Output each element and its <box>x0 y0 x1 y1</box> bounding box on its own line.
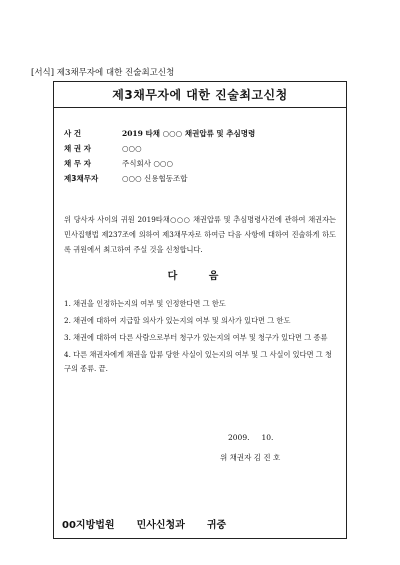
case-value: 2019 타채 ○○○ 채권압류 및 추심명령 <box>122 129 256 138</box>
division-name: 민사신청과 <box>136 520 185 531</box>
item-list <box>64 297 334 379</box>
list-item: 3. 채권에 대하여 다른 사람으로부터 청구가 있는지의 여부 및 청구가 있다면 그 종류 <box>64 333 328 342</box>
case-label: 사 건 <box>64 129 82 138</box>
form-label: [서식] 제3채무자에 대한 진술최고신청 <box>31 68 175 78</box>
list-item: 4. 다른 채권자에게 채권을 압류 당한 사실이 있는지의 여부 및 그 사실이 있다면 그 청구의 종류. 끝. <box>64 350 332 373</box>
case-info-table <box>64 126 344 186</box>
creditor-row <box>64 141 344 156</box>
third-debtor-value: ○○○ 신용협동조합 <box>122 174 188 183</box>
date-year: 2009. <box>228 433 250 442</box>
body-paragraph: 위 당사자 사이의 귀원 2019타채○○○ 채권압류 및 추심명령사건에 관하여 채권자는 민사집행법 제237조에 의하여 제3채무자로 하여금 다음 사항에 대하여 진술하게 하도록 귀원에서 최고하여 주실 것을 신청합니다. <box>64 215 336 254</box>
third-debtor-label: 제3채무자 <box>64 174 99 183</box>
application-form <box>53 81 347 539</box>
section-heading: 다 음 <box>167 271 233 282</box>
debtor-value: 주식회사 ○○○ <box>122 159 173 168</box>
debtor-row <box>64 156 344 171</box>
recipient-suffix: 귀중 <box>206 520 227 531</box>
list-item: 2. 채권에 대하여 지급할 의사가 있는지의 여부 및 의사가 있다면 그 한도 <box>64 316 291 325</box>
third-debtor-row <box>64 171 344 186</box>
creditor-value: ○○○ <box>122 144 142 153</box>
footer-recipient <box>62 516 248 531</box>
signer-line: 위 채권자 김 진 호 <box>220 453 281 462</box>
creditor-label: 채 권 자 <box>64 144 91 153</box>
debtor-label: 채 무 자 <box>64 159 91 168</box>
court-name: 00지방법원 <box>62 520 115 531</box>
case-row <box>64 126 344 141</box>
document-title: 제3채무자에 대한 진술최고신청 <box>54 82 346 108</box>
date-line <box>228 433 273 442</box>
date-month: 10. <box>261 433 274 442</box>
list-item: 1. 채권을 인정하는지의 여부 및 인정한다면 그 한도 <box>64 299 226 308</box>
